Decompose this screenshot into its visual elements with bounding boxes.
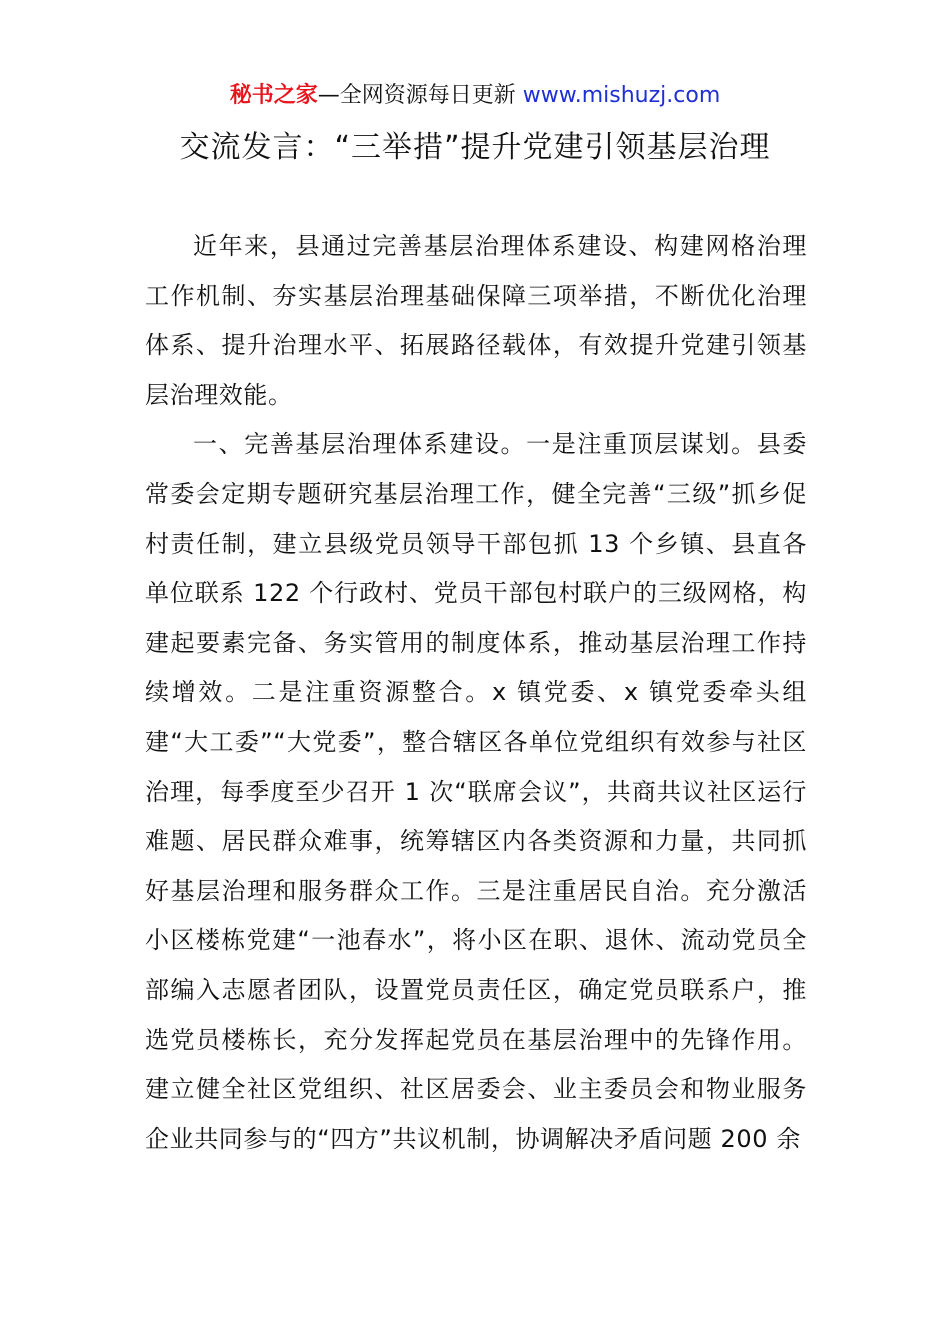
paragraph-intro: 近年来，县通过完善基层治理体系建设、构建网格治理工作机制、夯实基层治理基础保障三项举措，不断优化治理体系、提升治理水平、拓展路径载体，有效提升党建引领基层治理效能。 [145, 232, 807, 409]
site-url-link[interactable]: www.mishuzj.com [522, 83, 721, 108]
site-tagline: —全网资源每日更新 [317, 83, 523, 108]
site-header [0, 80, 950, 112]
site-brand: 秘书之家 [229, 83, 318, 108]
document-body [145, 222, 807, 1164]
paragraph-section-one: 一、完善基层治理体系建设。一是注重顶层谋划。县委常委会定期专题研究基层治理工作，健全完善“三级”抓乡促村责任制，建立县级党员领导干部包抓 13 个乡镇、县直各单位联系 122 个行政村、党员干部包村联户的三级网格，构建起要素完备、务实管用的制度体系，推动基层治理工作持续增效。二是注重资源整合。x 镇党委、x 镇党委牵头组建“大工委”“大党委”，整合辖区各单位党组织有效参与社区治理，每季度至少召开 1 次“联席会议”，共商共议社区运行难题、居民群众难事，统筹辖区内各类资源和力量，共同抓好基层治理和服务群众工作。三是注重居民自治。充分激活小区楼栋党建“一池春水”，将小区在职、退休、流动党员全部编入志愿者团队，设置党员责任区，确定党员联系户，推选党员楼栋长，充分发挥起党员在基层治理中的先锋作用。建立健全社区党组织、社区居委会、业主委员会和物业服务企业共同参与的“四方”共议机制，协调解决矛盾问题 200 余 [145, 430, 807, 1153]
document-title: 交流发言：“三举措”提升党建引领基层治理 [179, 130, 771, 165]
